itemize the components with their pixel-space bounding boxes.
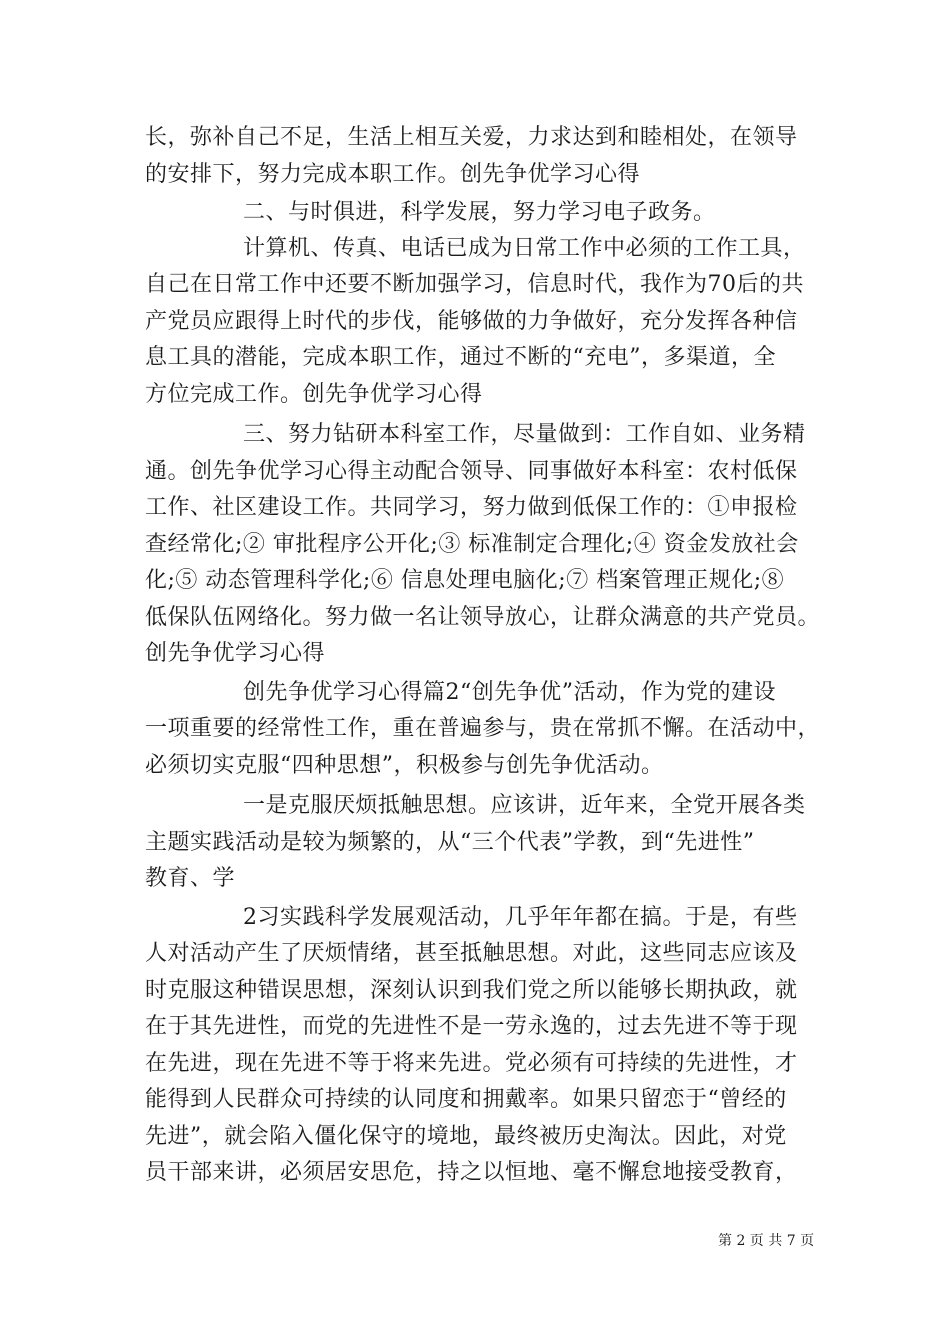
text-line: 教育、学 [145,866,236,891]
text-line: 在于其先进性，而党的先进性不是一劳永逸的，过去先进不等于现 [145,1014,798,1039]
text-line: 创先争优学习心得 [145,641,326,666]
text-line: 方位完成工作。创先争优学习心得 [145,382,483,407]
text-line: 创先争优学习心得篇2“创先争优”活动，作为党的建设 [243,680,776,705]
text-line: 在先进，现在先进不等于将来先进。党必须有可持续的先进性，才 [145,1051,798,1076]
text-line: 一是克服厌烦抵触思想。应该讲，近年来，全党开展各类 [243,793,806,818]
text-line: 低保队伍网络化。努力做一名让领导放心，让群众满意的共产党员。 [145,605,821,630]
text-line: 长，弥补自己不足，生活上相互关爱，力求达到和睦相处，在领导 [145,125,798,150]
text-line: 一项重要的经常性工作，重在普遍参与，贵在常抓不懈。在活动中， [145,716,821,741]
text-line: 先进”，就会陷入僵化保守的境地，最终被历史淘汰。因此，对党 [145,1124,787,1149]
text-line: 查经常化;② 审批程序公开化;③ 标准制定合理化;④ 资金发放社会 [145,532,799,557]
text-line: 自己在日常工作中还要不断加强学习，信息时代，我作为70后的共 [145,272,804,297]
text-line: 时克服这种错误思想，深刻认识到我们党之所以能够长期执政，就 [145,978,798,1003]
text-line: 人对活动产生了厌烦情绪，甚至抵触思想。对此，这些同志应该及 [145,941,798,966]
text-line: 产党员应跟得上时代的步伐，能够做的力争做好，充分发挥各种信 [145,309,798,334]
text-line: 通。创先争优学习心得主动配合领导、同事做好本科室：农村低保 [145,459,798,484]
text-line: 工作、社区建设工作。共同学习，努力做到低保工作的：①申报检 [145,495,798,520]
text-line: 化;⑤ 动态管理科学化;⑥ 信息处理电脑化;⑦ 档案管理正规化;⑧ [145,568,785,593]
text-line: 员干部来讲，必须居安思危，持之以恒地、毫不懈怠地接受教育， [145,1160,798,1185]
text-line: 的安排下，努力完成本职工作。创先争优学习心得 [145,162,641,187]
text-line: 必须切实克服“四种思想”，积极参与创先争优活动。 [145,753,664,778]
section-heading: 二、与时俱进，科学发展，努力学习电子政务。 [243,200,716,225]
section-heading: 三、努力钻研本科室工作，尽量做到：工作自如、业务精 [243,422,806,447]
text-line: 主题实践活动是较为频繁的，从“三个代表”学教，到“先进性” [145,830,755,855]
text-line: 计算机、传真、电话已成为日常工作中必须的工作工具， [243,236,806,261]
text-line: 息工具的潜能，完成本职工作，通过不断的“充电”，多渠道，全 [145,345,776,370]
text-line: 能得到人民群众可持续的认同度和拥戴率。如果只留恋于“曾经的 [145,1087,787,1112]
page-number: 第 2 页 共 7 页 [718,1233,815,1249]
text-line: 2习实践科学发展观活动，几乎年年都在搞。于是，有些 [243,905,798,930]
